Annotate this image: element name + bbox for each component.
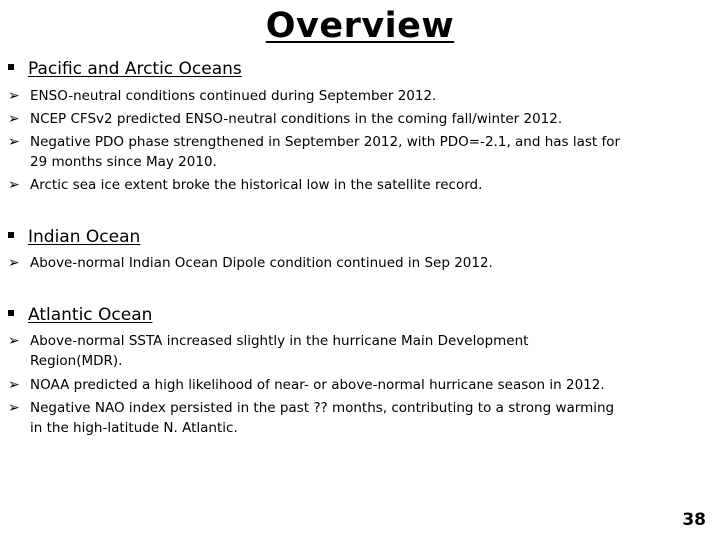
- list-item-text: NOAA predicted a high likelihood of near- or above-normal hurricane season in 2012.: [30, 377, 605, 393]
- page-title: Overview: [265, 6, 455, 46]
- arrow-bullet-icon: ➢: [8, 111, 20, 127]
- arrow-bullet-icon: ➢: [8, 400, 20, 416]
- arrow-bullet-icon: ➢: [8, 377, 20, 393]
- list-item: [8, 253, 720, 273]
- list-item-text: ENSO-neutral conditions continued during September 2012.: [30, 88, 437, 104]
- list-item-text: Arctic sea ice extent broke the historical low in the satellite record.: [30, 177, 483, 193]
- square-bullet-icon: [8, 64, 14, 70]
- list-item: [8, 132, 720, 172]
- list-item-text: NCEP CFSv2 predicted ENSO-neutral conditions in the coming fall/winter 2012.: [30, 111, 563, 127]
- list-item: [8, 86, 720, 106]
- arrow-bullet-icon: ➢: [8, 134, 20, 150]
- section-heading-pacific-arctic: [8, 59, 242, 79]
- arrow-bullet-icon: ➢: [8, 333, 20, 349]
- arrow-bullet-icon: ➢: [8, 177, 20, 193]
- page-number: 38: [682, 510, 706, 530]
- list-item-text: Above-normal Indian Ocean Dipole condition continued in Sep 2012.: [30, 255, 493, 271]
- section-heading-label: Atlantic Ocean: [28, 305, 153, 325]
- list-item: [8, 331, 720, 371]
- list-item-text: Negative NAO index persisted in the past ?? months, contributing to a strong warming in the high-latitude N. Atlantic.: [30, 400, 615, 436]
- section-heading-label: Pacific and Arctic Oceans: [28, 59, 242, 79]
- list-item: [8, 398, 720, 438]
- list-item-text: Negative PDO phase strengthened in September 2012, with PDO=-2.1, and has last for 29 months since May 2010.: [30, 134, 621, 170]
- section-heading-atlantic: [8, 305, 152, 325]
- list-item: [8, 175, 720, 195]
- square-bullet-icon: [8, 232, 14, 238]
- section-heading-indian: [8, 227, 140, 247]
- section-heading-label: Indian Ocean: [28, 227, 141, 247]
- list-item: [8, 375, 720, 395]
- list-item: [8, 109, 720, 129]
- square-bullet-icon: [8, 310, 14, 316]
- list-item-text: Above-normal SSTA increased slightly in the hurricane Main Development Region(MDR).: [30, 333, 529, 369]
- arrow-bullet-icon: ➢: [8, 88, 20, 104]
- arrow-bullet-icon: ➢: [8, 255, 20, 271]
